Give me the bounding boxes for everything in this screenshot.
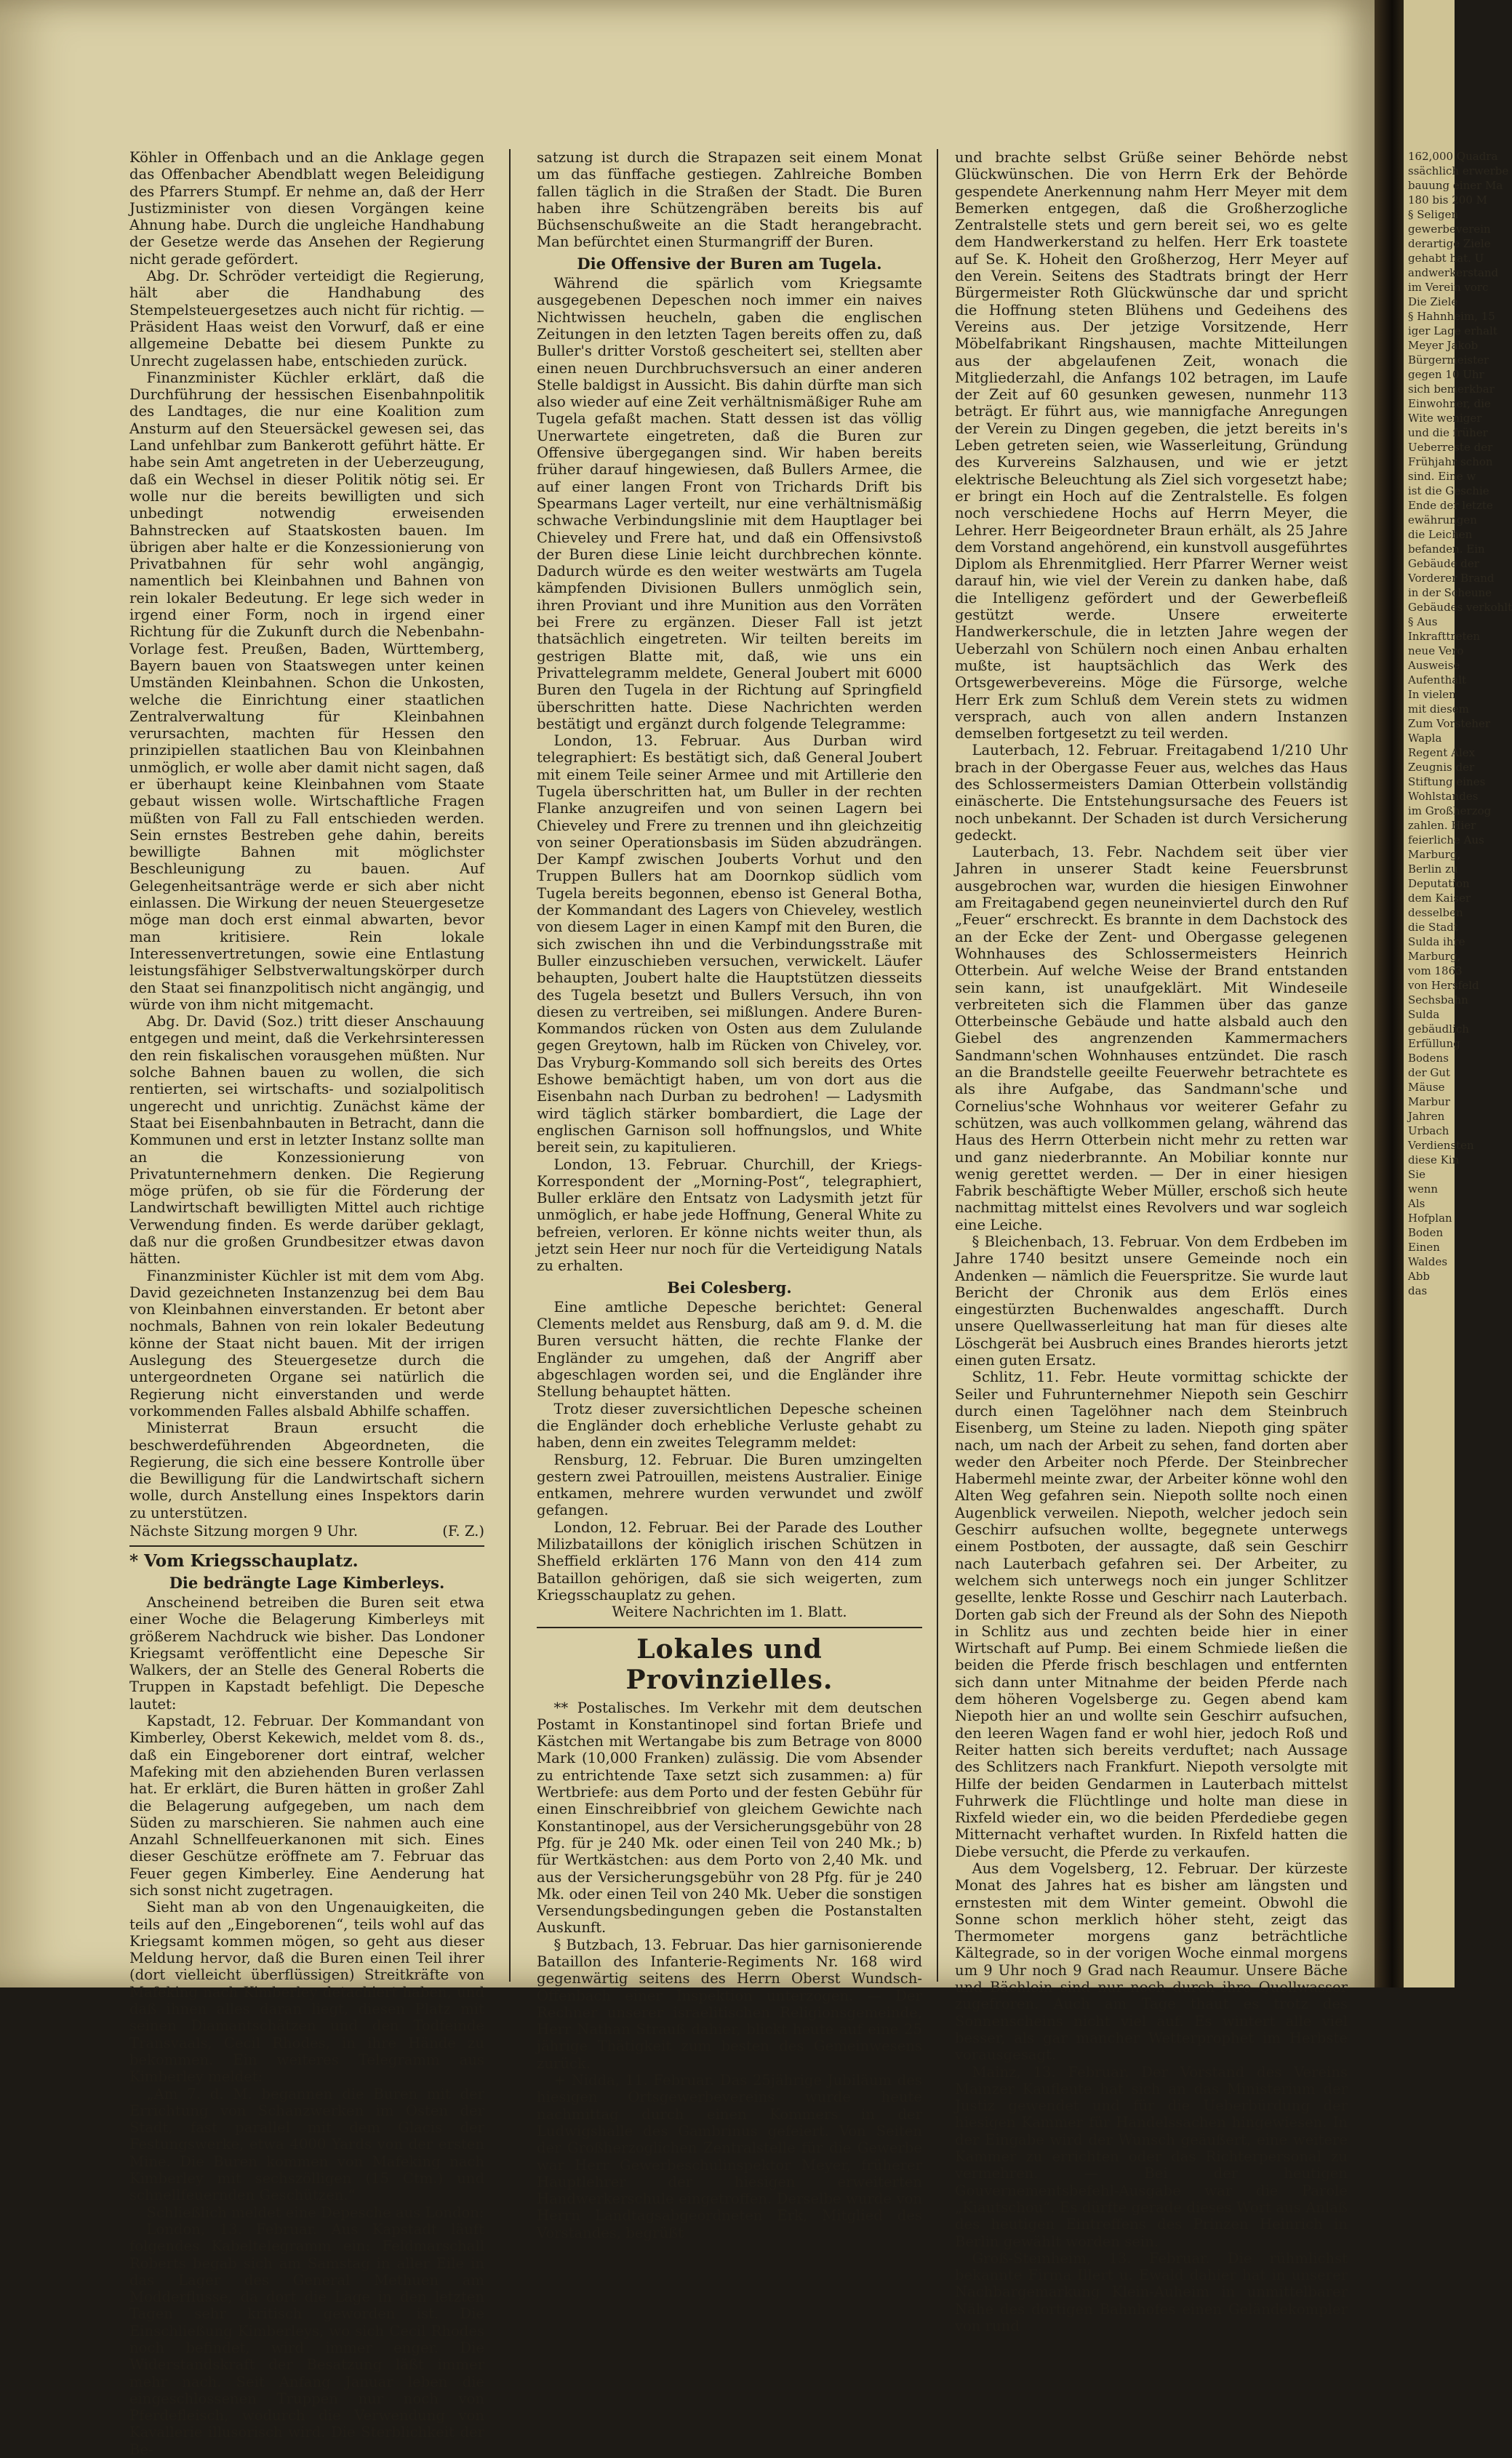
adjacent-page-line: diese Kin	[1408, 1153, 1460, 1166]
column-3	[955, 149, 1348, 2334]
adjacent-page-line: Boden	[1408, 1226, 1444, 1239]
adjacent-page-line: Gebäude der	[1408, 557, 1479, 570]
session-note-row	[129, 1523, 484, 1540]
paragraph: Lauterbach, 12. Februar. Freitagabend 1/210 Uhr brach in der Obergasse Feuer aus, welches das Haus des Schlossermeisters Damian Otterbein vollständig einäscherte. Die Entstehungsursache des Feuers ist noch unbekannt. Der Schaden ist durch Versicherung gedeckt.	[955, 742, 1348, 844]
adjacent-page-line: iger Lage erhalt	[1408, 324, 1497, 337]
column-2	[537, 149, 922, 2241]
paragraph: Rensburg, 12. Februar. Die Buren umzingelten gestern zwei Patrouillen, meistens Australier. Einige entkamen, mehrere wurden verwundet und zwölf gefangen.	[537, 1451, 922, 1519]
divider	[537, 1627, 922, 1628]
adjacent-page-line: der Gut	[1408, 1066, 1451, 1079]
adjacent-page-line: Meyer Jakob	[1408, 339, 1479, 352]
paragraph: Trotz dieser zuversichtlichen Depesche scheinen die Engländer doch erhebliche Verluste gehabt zu haben, denn ein zweites Telegramm meldet:	[537, 1400, 922, 1452]
adjacent-page-line: § Hahnheim, 15	[1408, 310, 1495, 323]
paragraph: Ministerrat Braun ersucht die beschwerdeführenden Abgeordneten, die Regierung, die sich eine bessere Kontrolle über die Bewilligung für die Landwirtschaft sichern wolle, durch Anstellung eines Inspektors darin zu unterstützen.	[129, 1420, 484, 1521]
paragraph: Finanzminister Küchler ist mit dem vom Abg. David gezeichneten Instanzenzug bei dem Bau von Kleinbahnen einverstanden. Er betont aber nochmals, Bahnen von rein lokaler Bedeutung könne der Staat nicht bauen. Mit der irrigen Auslegung des Steuergesetze durch die untergeordneten Organe sei natürlich die Regierung nicht einverstanden und werde vorkommenden Falles alsbald Abhilfe schaffen.	[129, 1267, 484, 1420]
paragraph: § Butzbach, 13. Februar. Das hier garnisonierende Bataillon des Infanterie-Regiments Nr. 168 wird gegenwärtig seitens des Herrn Oberst Wundsch-Offenbach einer Inspektion unterzogen. — Der Rechner unserer israelitischen Religionsgemeinde, Herr Nathan Strauß dahier, blickt heute auf eine 25 jährige Thätigkeit zum besten des Gemeinwesens zurück.	[537, 1936, 922, 2072]
adjacent-page-line: befanden. Ein	[1408, 543, 1485, 556]
adjacent-page-line: die Stadt	[1408, 921, 1458, 934]
paragraph: London, 13. Februar. Aus Kapstadt läuft folgendes Kabeltelegramm ein: Feldmarschall Roberts begab sich am Samstag in aller Eile in das Lager des General Methuen am Modderflusse, da dort die Lage in den letzten Tagen sehr kritisch geworden ist. Die Einschließung Kimberleys, wo sich Cecil Rhodes noch befindet, wird immer enger. Die Widerstandskraft der Besatzung läßt immer mehr nach. Seit Anfang Januar leben die eingeschlossenen Truppen nur noch von Pferdefleisch, wodurch die Verwendung von Kavallerie illusorisch wird. Die Sterblichkeit der Be-	[129, 2220, 484, 2458]
book-gutter	[1375, 0, 1404, 1987]
adjacent-page-line: Marbur	[1408, 1095, 1450, 1108]
adjacent-page-line: Inkrafttreten	[1408, 630, 1481, 643]
column-rule	[937, 149, 938, 1982]
paragraph: und brachte selbst Grüße seiner Behörde nebst Glückwünschen. Die von Herrn Erk der Behörde gespendete Anerkennung nahm Herr Meyer mit dem Bemerken entgegen, daß die Großherzogliche Zentralstelle stets und gern bereit sei, wo es gelte dem Handwerkerstand zu helfen. Herr Erk toastete auf Se. K. Hoheit den Großherzog, Herr Meyer auf den Verein. Seitens des Stadtrats bringt der Herr Bürgermeister Roth Glückwünsche dar und spricht die Hoffnung steten Blühens und Gedeihens des Vereins aus. Der jetzige Vorsitzende, Herr Möbelfabrikant Ringshausen, machte Mitteilungen aus der abgelaufenen Zeit, wonach die Mitgliederzahl, die Anfangs 102 betragen, im Laufe der Zeit auf 60 gesunken gewesen, nunmehr 113 beträgt. Er führt aus, wie mannigfache Anregungen der Verein zu Dingen gegeben, die jetzt bereits in's Leben getreten seien, wie Wasserleitung, Gründung des Kurvereins Salzhausen, und wie er jetzt elektrische Beleuchtung als Ziel sich vorgesetzt habe; er bringt ein Hoch auf die Zentralstelle. Es folgen noch verschiedene Hochs auf Herrn Meyer, die Lehrer. Herr Beigeordneter Braun erhält, als 25 Jahre dem Vorstand angehörend, ein kunstvoll ausgeführtes Diplom als Ehrenmitglied. Herr Pfarrer Werner weist darauf hin, wie viel der Verein zu danken habe, daß die Intelligenz gefördert und der Gewerbefleiß gestützt werde. Unsere erweiterte Handwerkerschule, die in letzten Jahre wegen der Ueberzahl von Schülern noch einen Anbau erhalten mußte, ist hauptsächlich das Werk des Ortsgewerbevereins. Möge die Fürsorge, welche Herr Erk zum Schluß dem Verein stets zu widmen versprach, auch von allen andern Instanzen demselben fortgesetzt zu teil werden.	[955, 149, 1348, 742]
adjacent-page-line: Ausweise	[1408, 659, 1460, 672]
further-news-note: Weitere Nachrichten im 1. Blatt.	[612, 1604, 847, 1621]
adjacent-page-line: gehabt hat. U	[1408, 252, 1484, 265]
adjacent-page-line: wenn	[1408, 1182, 1439, 1196]
adjacent-page-line: mit diesem	[1408, 702, 1469, 716]
adjacent-page-line: sich bemerkbar	[1408, 383, 1495, 396]
subheading-tugela: Die Offensive der Buren am Tugela.	[577, 254, 882, 273]
adjacent-page-line: Mäuse	[1408, 1081, 1445, 1094]
paragraph: Sieht man ab von den Ungenauigkeiten, die teils auf den „Eingeborenen“, teils wohl auf das Kriegsamt kommen mögen, so geht aus dieser Meldung hervor, daß die Buren einen Teil ihrer (dort vielleicht überflüssigen) Streitkräfte von Mafeking nach Kimberley detachiert haben, und daß ihnen alles daran liegt, diesen Platz mit seinen Diamantschätzen und den Todfeinde Transvaals, Cecil Rhodes, in ihre Hände zu bekommen. Ein weiteres Telegramm aus Kimberley meldet:	[129, 1899, 484, 2086]
adjacent-page-text	[1404, 0, 1512, 1298]
adjacent-page-line: Erfüllung	[1408, 1037, 1460, 1050]
adjacent-page-line: Sie	[1408, 1168, 1425, 1181]
adjacent-page-line: Als	[1408, 1197, 1425, 1210]
adjacent-page-line: § Aus	[1408, 615, 1438, 628]
paragraph: Mainz, 13. Februar. Der Vorstand des Vereins Mainzer Kaufleute hat sich an das Ministerium der Justiz gewendet und für die Ueberbürdung der hiesigen Kammer für Handelssachen hingewiesen. In der Eingabe wird der Wunsch geäußert, eine weitere Kammer zu errichten oder das Richterpersonal zu vermehren. — Bei der heutigen Gouvernementsbefehl-Ausgabe war die Parole „Kiautschou“. Es dürfte gerade dieses Wort aus Anlaß des heutigen Eintreffens des Prinzen Heinrich in Berlin gewählt worden sein.	[955, 2063, 1348, 2250]
adjacent-page-line: neue Vero	[1408, 644, 1464, 657]
next-session-note: Nächste Sitzung morgen 9 Uhr.	[129, 1523, 359, 1540]
adjacent-page-line: derartige Ziele	[1408, 237, 1491, 250]
adjacent-page-line: gebäudlich	[1408, 1022, 1469, 1036]
adjacent-page-line: von Hersfeld	[1408, 979, 1479, 992]
adjacent-page-line: Zum Vorsteher	[1408, 717, 1491, 730]
adjacent-page-line: 162,000 Quadra	[1408, 150, 1498, 163]
adjacent-page-line: Deputation	[1408, 877, 1470, 890]
adjacent-page-line: Einen	[1408, 1241, 1440, 1254]
paragraph: Kapstadt, 12. Februar. Der Kommandant von Kimberley, Oberst Kekewich, meldet vom 8. ds., daß ein Eingeborener dort eintraf, welcher Mafeking mit den abziehenden Buren verlassen hat. Er erklärt, die Buren hätten in großer Zahl die Belagerung aufgegeben, um nach dem Süden zu marschieren. Sie nahmen auch eine Anzahl Schnellfeuerkanonen mit sich. Eines dieser Geschütze eröffnete am 7. Februar das Feuer gegen Kimberley. Eine Aenderung hat sich sonst nicht zugetragen.	[129, 1713, 484, 1899]
paragraph: London, 13. Februar. Churchill, der Kriegs-Korrespondent der „Morning-Post“, telegraphiert, Buller erkläre den Entsatz von Ladysmith jetzt für unmöglich, er habe jede Hoffnung, General White zu befreien, verloren. Er könne nichts weiter thun, als jetzt sein Heer nur noch für die Verteidigung Natals zu erhalten.	[537, 1156, 922, 1275]
adjacent-page-line: zahlen. Hier	[1408, 819, 1476, 832]
adjacent-page-line: Wite weniger	[1408, 412, 1482, 425]
adjacent-page-line: Sulda	[1408, 1008, 1440, 1021]
adjacent-page-line: und die früher	[1408, 426, 1488, 439]
adjacent-page-line: Marburg,	[1408, 848, 1461, 861]
section-title-war: * Vom Kriegsschauplatz.	[129, 1551, 359, 1572]
adjacent-page-line: das	[1408, 1284, 1428, 1297]
adjacent-page-fragment	[1404, 0, 1512, 1987]
paragraph: Schließlich meldet eine Depesche aus London:	[146, 2203, 484, 2221]
adjacent-page-line: 180 bis 200 M	[1408, 193, 1488, 207]
adjacent-page-line: Regent Alex	[1408, 746, 1476, 759]
paragraph: Anscheinend betreiben die Buren seit etwa einer Woche die Belagerung Kimberleys mit größerem Nachdruck wie bisher. Das Londoner Kriegsamt veröffentlicht eine Depesche Sir Walkers, der an Stelle des General Roberts die Truppen in Kapstadt befehligt. Die Depesche lautet:	[129, 1593, 484, 1713]
adjacent-page-line: Wohlstandes	[1408, 790, 1479, 803]
paragraph: Köhler in Offenbach und an die Anklage gegen das Offenbacher Abendblatt wegen Beleidigung des Pfarrers Stumpf. Er nehme an, daß der Herr Justizminister von diesen Vorgängen keine Ahnung habe. Durch die ungleiche Handhabung der Gesetze werde das Ansehen der Regierung nicht gerade gefördert.	[129, 149, 484, 268]
adjacent-page-line: dem Kaiser	[1408, 892, 1471, 905]
adjacent-page-line: Ueberreste der	[1408, 441, 1493, 454]
adjacent-page-line: feierliche Aus	[1408, 833, 1484, 846]
adjacent-page-line: Jahren	[1408, 1110, 1445, 1123]
adjacent-page-line: bauung einer Ma	[1408, 179, 1503, 192]
adjacent-page-line: Bodens	[1408, 1052, 1449, 1065]
adjacent-page-line: In vielen	[1408, 688, 1456, 701]
paragraph: § Bleichenbach, 13. Februar. Von dem Erdbeben im Jahre 1740 besitzt unsere Gemeinde noch ein Andenken — nämlich die Feuerspritze. Sie wurde laut Bericht der Chronik aus dem Erlös eines eingestürzten Buchenwaldes angeschafft. Durch unsere Quellwasserleitung hat man für dieses alte Löschgerät bei Ausbruch eines Brandes hierorts jetzt einen guten Ersatz.	[955, 1233, 1348, 1369]
adjacent-page-line: Berlin zu	[1408, 862, 1458, 876]
column-rule	[509, 149, 511, 1982]
adjacent-page-line: Sulda ihre	[1408, 935, 1465, 948]
adjacent-page-line: gewerbeverein	[1408, 223, 1491, 236]
paragraph: ** Postalisches. Im Verkehr mit dem deutschen Postamt in Konstantinopel sind fortan Briefe und Kästchen mit Wertangabe bis zum Betrage von 8000 Mark (10,000 Franken) zulässig. Die vom Absender zu entrichtende Taxe setzt sich zusammen: a) für Wertbriefe: aus dem Porto und der festen Gebühr für einen Einschreibbrief von gleichem Gewichte nach Konstantinopel, aus der Versicherungsgebühr von 28 Pfg. für je 240 Mk. oder einen Teil von 240 Mk.; b) für Wertkästchen: aus dem Porto von 2,40 Mk. und aus der Versicherungsgebühr von 28 Pfg. für je 240 Mk. oder einen Teil von 240 Mk. Ueber die sonstigen Versendungsbedingungen geben die Postanstalten Auskunft.	[537, 1699, 922, 1937]
subheading-kimberley: Die bedrängte Lage Kimberleys.	[169, 1573, 445, 1592]
paragraph: Schlitz, 11. Febr. Heute vormittag schickte der Seiler und Fuhrunternehmer Niepoth sein Geschirr durch einen Tagelöhner nach dem Steinbruch Eisenberg, um Steine zu laden. Niepoth ging später nach, um nach der Arbeit zu sehen, fand dorten aber weder den Arbeiter noch Pferde. Der Steinbrecher Habermehl meinte zwar, der Arbeiter könne wohl den Alten Weg gefahren sein. Niepoth sollte noch einen Augenblick verweilen. Niepoth, welcher jedoch sein Geschirr aufsuchen wollte, begegnete unterwegs einem Postboten, der aussagte, daß sein Geschirr nach Lauterbach gefahren sei. Der Arbeiter, zu welchem sich unterwegs noch ein junger Schlitzer gesellte, lenkte Rosse und Geschirr nach Lauterbach. Dorten gab sich der Freund als der Sohn des Niepoth in Schlitz aus und zechten beide hier in einer Wirtschaft auf Pump. Bei einem Schmiede ließen die beiden die Pferde frisch beschlagen und entfernten sich dann unter Mitnahme der beiden Pferde nach dem höheren Vogelsberge zu. Gegen abend kam Niepoth hier an und wollte sein Geschirr aufsuchen, den leeren Wagen fand er wohl hier, jedoch Roß und Reiter hatten sich bereits verduftet; nach Aussage des Schlitzers nach Frankfurt. Niepoth versolgte mit Hilfe der beiden Gendarmen in Lauterbach mittelst Fuhrwerk die Flüchtlinge und holte man diese in Rixfeld wieder ein, wo die beiden Pferdediebe gegen Mitternacht verhaftet wurden. In Rixfeld hatten die Diebe versucht, die Pferde zu verkaufen.	[955, 1369, 1348, 1860]
adjacent-page-line: Ende der letzte	[1408, 499, 1493, 512]
adjacent-page-line: ist die Geschie	[1408, 484, 1489, 497]
adjacent-page-line: Zeugnis der	[1408, 761, 1475, 774]
adjacent-page-line: Frühjahr schon	[1408, 455, 1493, 468]
adjacent-page-line: Verdiensten	[1408, 1139, 1474, 1152]
adjacent-page-line: Urbach	[1408, 1124, 1449, 1137]
adjacent-page-line: ssächlich erwerbe	[1408, 164, 1509, 177]
paragraph: London, 13. Februar. Aus Durban wird telegraphiert: Es bestätigt sich, daß General Joubert mit einem Teile seiner Armee und mit Artillerie den Tugela überschritten hat, um Buller in der rechten Flanke anzugreifen und von seinen Lagern bei Chieveley und Frere zu trennen und ihn gleichzeitig von seiner Operationsbasis im Süden abzudrängen. Der Kampf zwischen Jouberts Vorhut und den Truppen Bullers hat am Doornkop südlich vom Tugela bereits begonnen, ebenso ist General Botha, der Kommandant des Lagers von Chieveley, westlich von diesem Lager in einen Kampf mit den Buren, die sich zwischen ihn und die Verbindungsstraße mit Buller einzuschieben versuchen, verwickelt. Läufer behaupten, Joubert halte die Hauptstützen diesseits des Tugela besetzt und Bullers Versuch, ihn von diesen zu vertreiben, sei mißlungen. Andere Buren-Kommandos rücken von Osten aus dem Zululande gegen Greytown, halb im Rücken von Chiveley, vor. Das Vryburg-Kommando soll sich bereits des Ortes Eshowe bemächtigt haben, um von dort aus die Eisenbahn nach Durban zu bedrohen! — Ladysmith wird täglich stärker bombardiert, die Lage der englischen Garnison soll hoffnungslos, und White bereit sein, zu kapitulieren.	[537, 732, 922, 1156]
adjacent-page-line: Einwohner, die	[1408, 397, 1491, 410]
paragraph: Abg. Dr. Schröder verteidigt die Regierung, hält aber die Handhabung des Stempelsteuergesetzes auch nicht für richtig. — Präsident Haas weist den Vorwurf, daß er eine allgemeine Debatte bei diesem Punkte zu Unrecht zugelassen habe, entschieden zurück.	[129, 268, 484, 369]
adjacent-page-line: Abb	[1408, 1270, 1431, 1283]
paragraph: satzung ist durch die Strapazen seit einem Monat um das fünffache gestiegen. Zahlreiche Bomben fallen täglich in die Straßen der Stadt. Die Buren haben ihre Schützengräben bereits bis auf Büchsenschußweite an die Stadt herangebracht. Man befürchtet einen Sturmangriff der Buren.	[537, 149, 922, 251]
paragraph: Finanzminister Küchler erklärt, daß die Durchführung der hessischen Eisenbahnpolitik des Landtages, die nur eine Koalition zum Ansturm auf den Steuersäckel gewesen sei, das Land unfehlbar zum Bankerott geführt hätte. Er habe sein Amt angetreten in der Ueberzeugung, daß ein Wechsel in dieser Politik nötig sei. Er wolle nur die bereits bewilligten und sich unbedingt notwendig erweisenden Bahnstrecken auf Staatskosten bauen. Im übrigen aber halte er die Konzessionierung von Privatbahnen für sehr wohl angängig, namentlich bei Kleinbahnen und Bahnen von rein lokaler Bedeutung. Er lege sich weder in irgend einer Form, noch in irgend einer Richtung für die Zukunft durch die Nebenbahn-Vorlage fest. Preußen, Baden, Württemberg, Bayern bauen von Staatswegen unter keinen Umständen Kleinbahnen. Schon die Unkosten, welche die Einrichtung einer staatlichen Zentralverwaltung für Kleinbahnen verursachten, machten für Hessen den prinzipiellen staatlichen Bau von Kleinbahnen unmöglich, er wolle aber damit nicht sagen, daß er überhaupt keine Kleinbahnen vom Staate gebaut wissen wolle. Wirtschaftliche Fragen müßten von Fall zu Fall entschieden werden. Sein ernstes Bestreben gehe dahin, bereits bewilligte Bahnen mit möglichster Beschleunigung zu bauen. Auf Gelegenheitsanträge werde er sich aber nicht einlassen. Die Wirkung der neuen Steuergesetze möge man doch erst einmal abwarten, bevor man kritisiere. Rein lokale Interessenvertretungen, sowie eine Entlastung leistungsfähiger Selbstverwaltungskörper durch den Staat sei finanzpolitisch nicht angängig, und würde von ihm nicht mitgemacht.	[129, 369, 484, 1013]
adjacent-page-line: im Verein vorc	[1408, 281, 1489, 294]
section-title-local: Lokales und Provinzielles.	[625, 1633, 833, 1695]
paragraph: Während die spärlich vom Kriegsamte ausgegebenen Depeschen noch immer ein naives Nichtwissen heucheln, gaben die englischen Zeitungen in den letzten Tagen bereits offen zu, daß Buller's dritter Vorstoß gescheitert sei, stellten aber einen neuen Durchbruchsversuch an einer anderen Stelle baldigst in Aussicht. Bis dahin dürfte man sich also wieder auf eine Zeit verhältnismäßiger Ruhe am Tugela gefaßt machen. Statt dessen ist das völlig Unerwartete eingetreten, daß die Buren zur Offensive übergegangen sind. Wir haben bereits früher darauf hingewiesen, daß Bullers Armee, die auf einer langen Front von Trichards Drift bis Spearmans Lager verteilt, nur eine verhältnismäßig schwache Verbindungslinie mit dem Hauptlager bei Chieveley und Frere hat, und daß ein Offensivstoß der Buren diese Linie leicht durchbrechen könnte. Dadurch würde es den weiter westwärts am Tugela kämpfenden Divisionen Bullers unmöglich sein, ihren Proviant und ihre Munition aus den Vorräten bei Frere zu ergänzen. Dieser Fall ist jetzt thatsächlich eingetreten. Wir teilten bereits im gestrigen Blatte mit, daß, wie uns ein Privattelegramm meldete, General Joubert mit 6000 Buren den Tugela in der Richtung auf Springfield überschritten hatte. Diese Nachrichten werden bestätigt und ergänzt durch folgende Telegramme:	[537, 275, 922, 732]
paragraph: „Am 7. d. M. begannen die Buren mit der Errichtung von Schanzwerken im Osten der Stadt, fast parallel mit dem Glacis der Festungswerke, etwa 4000 Yards von der ersten Mine. Die Buren kommen von Mafeking nach Kimberley mit sechszölligen (15 Ctm.) und schnellfeuernden Geschützen.“	[129, 2085, 484, 2204]
adjacent-page-line: in der Scheune	[1408, 586, 1492, 599]
adjacent-page-line: die Leichen	[1408, 528, 1473, 541]
adjacent-page-line: Aufenthalt	[1408, 673, 1467, 686]
adjacent-page-line: Vorderer Brand	[1408, 572, 1495, 585]
column-1	[129, 149, 484, 2458]
adjacent-page-line: ewährungen	[1408, 513, 1477, 527]
paragraph: Eine amtliche Depesche berichtet: General Clements meldet aus Rensburg, daß am 9. d. M. die Buren versucht hätten, die rechte Flanke der Engländer zu umgehen, daß der Angriff aber abgeschlagen worden sei, und die Engländer ihre Stellung behauptet hätten.	[537, 1298, 922, 1401]
adjacent-page-line: Bürgermeister	[1408, 353, 1489, 367]
divider	[129, 1545, 484, 1547]
paragraph: London, 12. Februar. Bei der Parade des Louther Milizbataillons der königlich irischen Schützen in Sheffield erklärten 176 Mann von den 414 zum Bataillon gehörigen, daß sie sich weigerten, zum Kriegsschauplatz zu gehen.	[537, 1518, 922, 1604]
adjacent-page-line: im Großherzog	[1408, 804, 1492, 817]
adjacent-page-line: § Seligen	[1408, 208, 1459, 221]
adjacent-page-line: vom 1863	[1408, 964, 1463, 977]
adjacent-page-line: Hofplan	[1408, 1212, 1452, 1225]
adjacent-page-line: Wapla	[1408, 732, 1442, 745]
page-content	[129, 149, 1348, 2458]
paragraph: Abg. Dr. David (Soz.) tritt dieser Anschauung entgegen und meint, daß die Verkehrsinteressen den rein fiskalischen vorausgehen müßten. Nur solche Bahnen bauen zu wollen, die sich rentierten, sei wirtschafts- und sozialpolitisch ungerecht und unrichtig. Zunächst käme der Staat bei Eisenbahnbauten in Betracht, dann die Kommunen und erst in letzter Instanz sollte man an die Konzessionierung von Privatunternehmern denken. Die Regierung möge prüfen, ob sie für die Förderung der Landwirtschaft bewilligten Mittel auch richtige Verwendung finden. Es werde darüber geklagt, daß nur die großen Grundbesitzer etwas davon hätten.	[129, 1013, 484, 1268]
adjacent-page-line: Gebäudes verkohlt	[1408, 601, 1512, 614]
adjacent-page-line: Sechsbahn	[1408, 993, 1468, 1006]
adjacent-page-line: Marburg,	[1408, 950, 1461, 963]
adjacent-page-line: sind. Eine w	[1408, 470, 1476, 483]
adjacent-page-line: andwerkerstand	[1408, 266, 1499, 279]
adjacent-page-line: gegen 10 Uhr	[1408, 368, 1484, 381]
source-signature: (F. Z.)	[442, 1523, 484, 1540]
adjacent-page-line: desselben	[1408, 906, 1463, 919]
subheading-colesberg: Bei Colesberg.	[667, 1278, 792, 1297]
adjacent-page-line: Waldes	[1408, 1255, 1448, 1268]
paragraph: Aus dem Vogelsberg, 12. Februar. Der kürzeste Monat des Jahres hat es bisher am längsten und ernstesten mit dem Winter gemeint. Obwohl die Sonne schon merklich höher steht, zeigt das Thermometer morgens ganz beträchtliche Kältegrade, so in der vorigen Woche einmal morgens um 9 Uhr noch 9 Grad nach Reaumur. Unsere Bäche und Bächlein sind nur noch durch ihre Quellwasser zugefroren. Auch am Tage thaut es trotz des Sonnenscheins nicht viel auf. Es wintert alle viel besser, als gar mancher Wetterprophet im Herbste vorausgesagt.	[955, 1859, 1348, 2064]
paragraph: Groß-Steinheim, 13. Februar. Die rühmlichst bekannte Firma Illert u. Ewald dahier hat in unserer Nachbargemarkung Klein-Auheim in unmittelbarer Nähe des dortigen Bahnhofes einen Geländekompler von rund	[955, 2249, 1348, 2334]
paragraph: Lauterbach, 13. Febr. Nachdem seit über vier Jahren in unserer Stadt keine Feuersbrunst ausgebrochen war, wurden die hiesigen Einwohner am Freitagabend gegen neuneinviertel durch den Ruf „Feuer“ erschreckt. Es brannte in dem Dachstock des an der Ecke der Zent- und Obergasse gelegenen Wohnhauses des Schlossermeisters Heinrich Otterbein. Auf welche Weise der Brand entstanden sein kann, ist unaufgeklärt. Mit Windeseile verbreiteten sich die Flammen über das ganze Otterbeinsche Gebäude und hatte alsbald auch den Giebel des angrenzenden Kammermachers Sandmann'schen Wohnhauses entzündet. Die rasch an die Brandstelle geeilte Feuerwehr betrachtete es als ihre Aufgabe, das Sandmann'sche und Cornelius'sche Wohnhaus vor weiterer Gefahr zu schützen, was auch vollkommen gelang, während das Haus des Herrn Otterbein nicht mehr zu retten war und ganz niederbrannte. An Mobiliar konnte nur wenig gerettet werden. — Der in einer hiesigen Fabrik beschäftigte Weber Müller, erschoß sich heute nachmittag mittelst eines Revolvers und war sogleich eine Leiche.	[955, 844, 1348, 1233]
paragraph: + Nidda, 11. Februar. Das 25jährige Jubiläum des hiesigen Ortsgewerbevereins wurde heute nachmittag durch einen Kommers in der Ludwigshalle des Gambrinus gefeiert. Von Seiten der Großherzoglichen Zentralstelle für die Gewerbe war Herr Gewerbeschulinspektor Meyer, früherer Hauptlehrer der hiesigen erweiterten Handwerkerschule eingetroffen. Derselbe wurde von Herrn Landtagsabgeordneten Erk, Mitglied des Vorstandes, begrüßt	[537, 2072, 922, 2241]
adjacent-page-line: Stiftung eines	[1408, 775, 1486, 788]
adjacent-page-line: Die Ziele	[1408, 295, 1458, 308]
